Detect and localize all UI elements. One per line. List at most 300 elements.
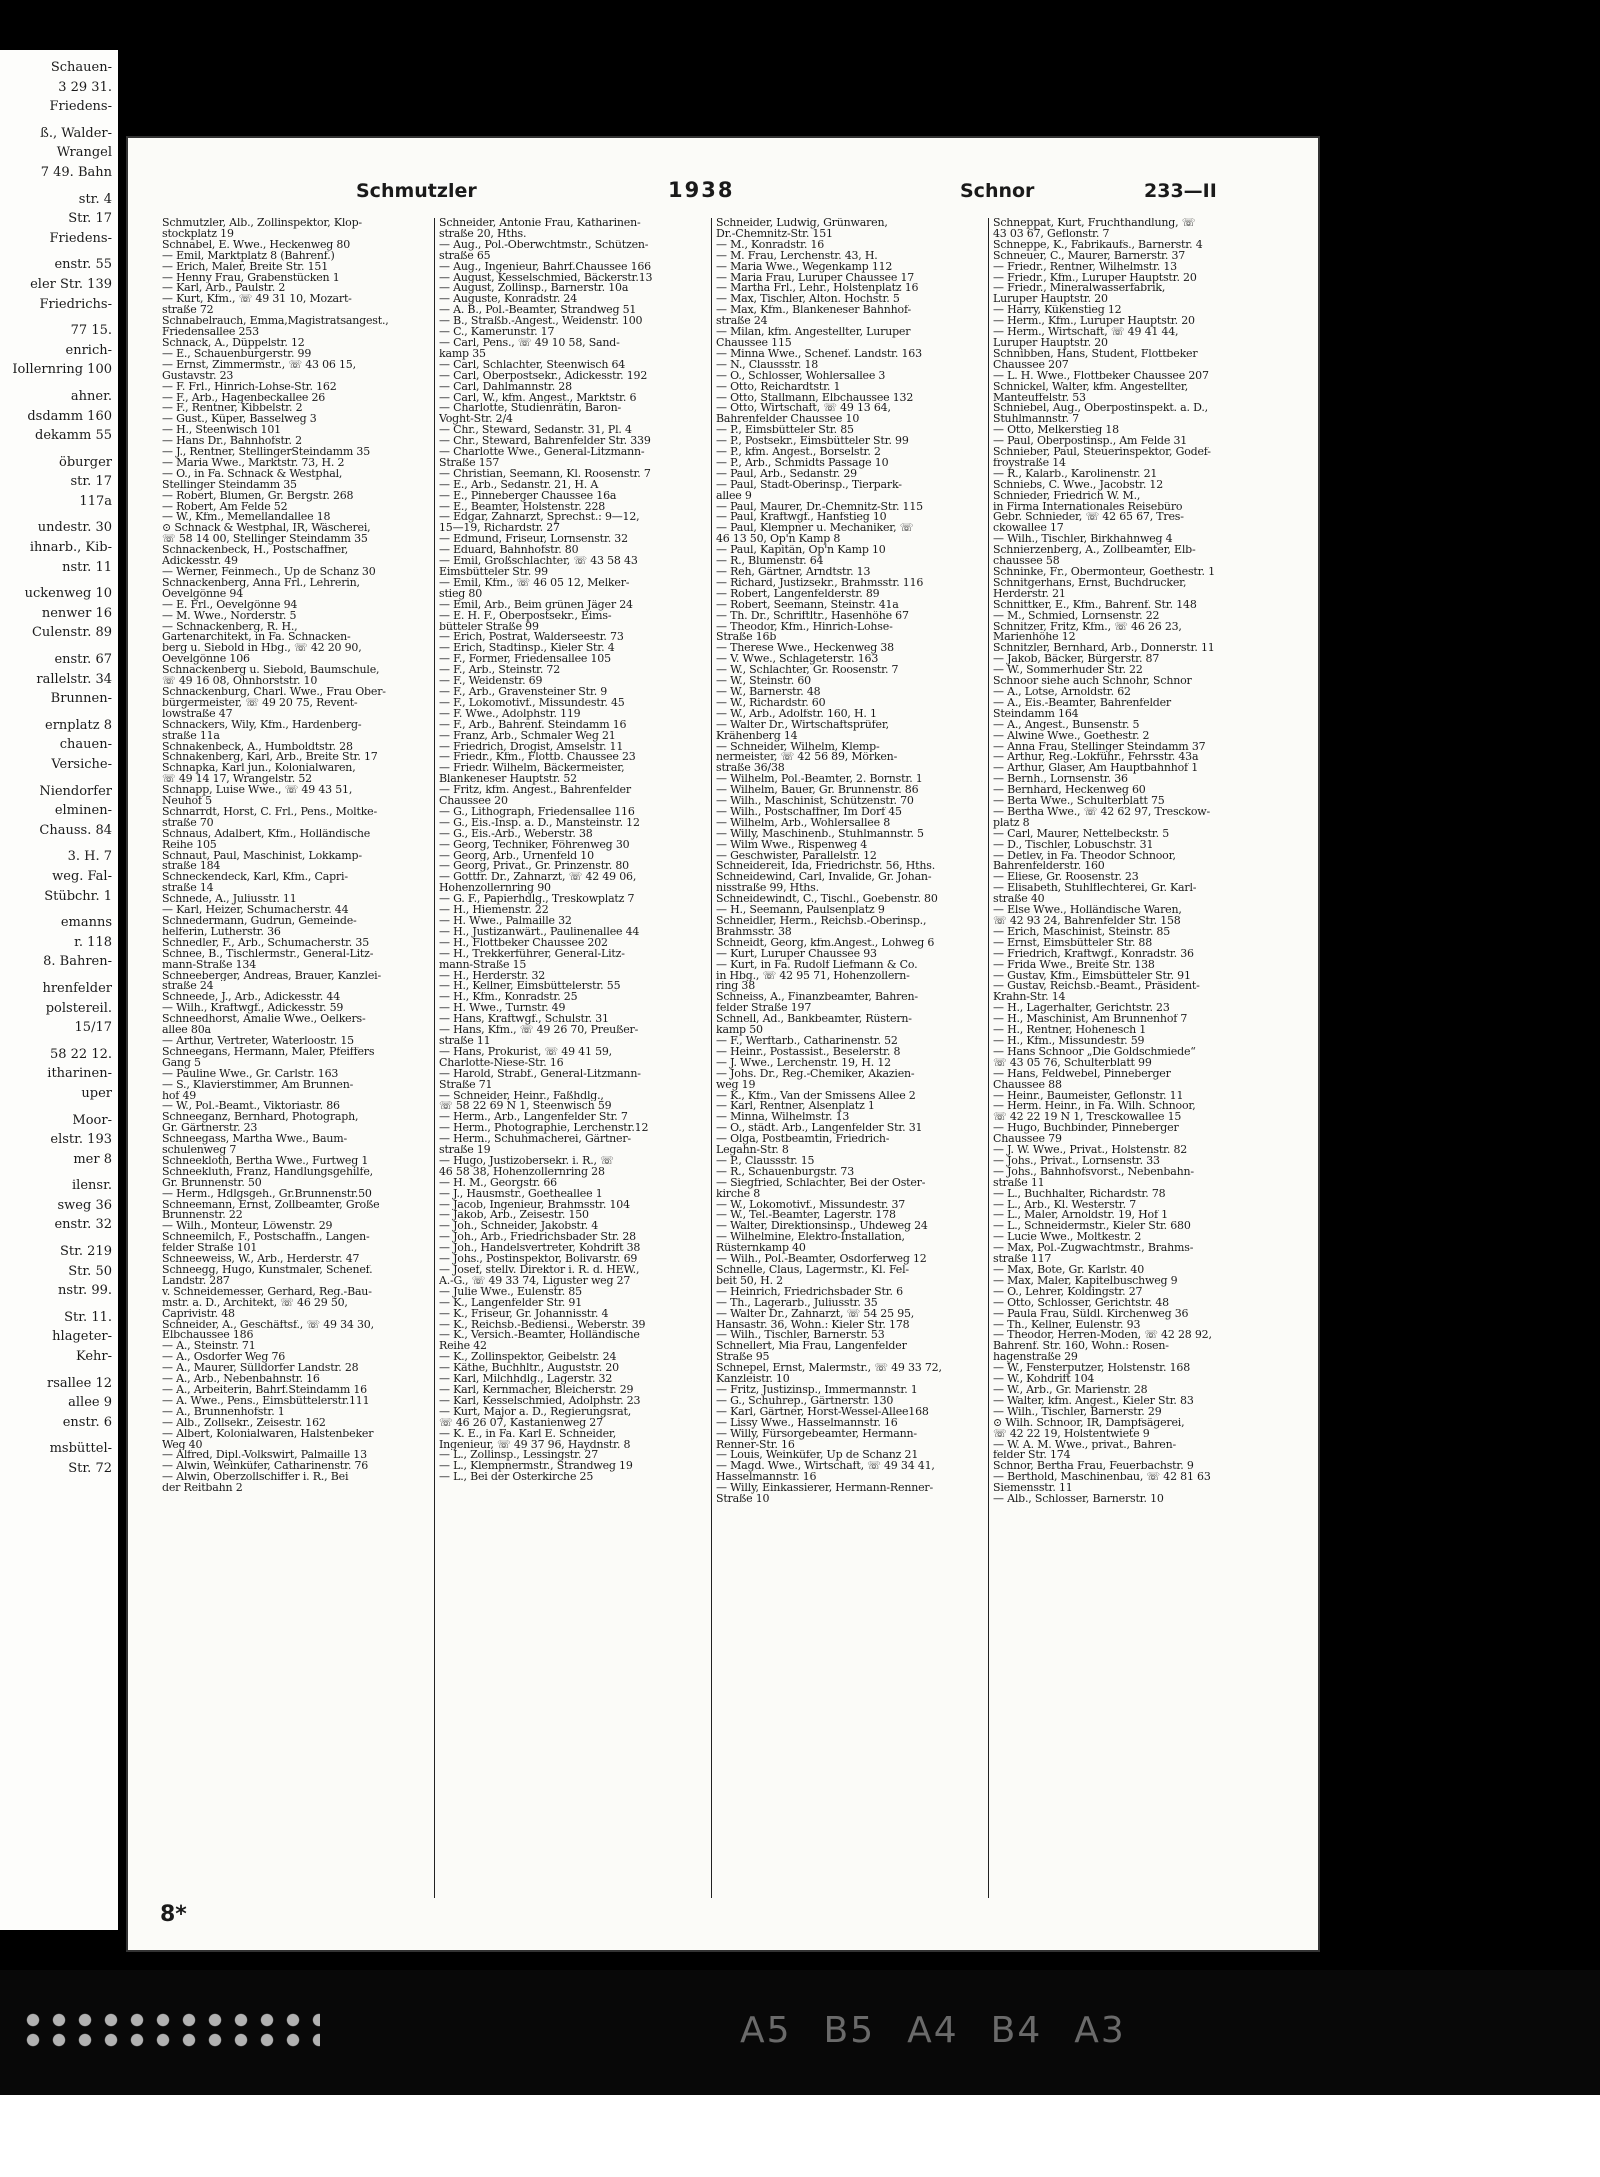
directory-entry: Schnedermann, Gudrun, Gemeinde- xyxy=(162,916,357,927)
directory-entry: — Otto, Schlosser, Gerichtstr. 48 xyxy=(993,1297,1169,1309)
column-4 xyxy=(989,218,1266,1898)
directory-entry: straße 11a xyxy=(162,730,220,742)
directory-entry: — Wilh., Tischler, Birkhahnweg 4 xyxy=(993,534,1173,546)
directory-entry: Schnibben, Hans, Student, Flottbeker xyxy=(993,348,1198,360)
directory-entry: Schnellert, Mia Frau, Langenfelder xyxy=(716,1341,907,1353)
directory-entry: — Alfred, Dipl.-Volkswirt, Palmaille 13 xyxy=(162,1450,367,1462)
directory-entry: — Johs., Postinspektor, Bolivarstr. 69 xyxy=(439,1254,638,1265)
directory-entry: allee 80a xyxy=(162,1025,211,1036)
directory-entry: — Eliese, Gr. Roosenstr. 23 xyxy=(993,872,1139,884)
left-page-line: Iollernring 100 xyxy=(12,362,112,378)
left-page-line: 8. Bahren- xyxy=(43,954,112,970)
directory-entry: — W. A. M. Wwe., privat., Bahren- xyxy=(993,1439,1176,1451)
directory-entry: — W., Fensterputzer, Holstenstr. 168 xyxy=(993,1363,1191,1375)
left-page-line: str. 4 xyxy=(78,191,112,207)
directory-entry: Bahrenf. Str. 160, Wohn.: Rosen- xyxy=(993,1341,1169,1353)
left-page-line: Niendorfer xyxy=(39,783,112,799)
left-page-line: elstr. 193 xyxy=(50,1132,112,1148)
directory-entry: — Heinr., Baumeister, Geflonstr. 11 xyxy=(993,1090,1184,1102)
directory-entry: Schnakenbeck, A., Humboldtstr. 28 xyxy=(162,741,353,753)
directory-entry: — Max, Kfm., Blankeneser Bahnhof- xyxy=(716,305,911,317)
directory-entry: — L., Bei der Osterkirche 25 xyxy=(439,1472,594,1484)
directory-entry: — Werner, Feinmech., Up de Schanz 30 xyxy=(162,567,376,578)
directory-entry: — Heinr., Postassist., Beselerstr. 8 xyxy=(716,1046,901,1058)
directory-entry: — Friedr., Kfm., Luruper Hauptstr. 20 xyxy=(993,272,1197,284)
directory-entry: Straße 10 xyxy=(716,1494,770,1505)
directory-entry: — E., Pinneberger Chaussee 16a xyxy=(439,490,617,502)
header-first-entry: Schmutzler xyxy=(356,180,477,202)
directory-entry: — Siegfried, Schlachter, Bei der Oster- xyxy=(716,1177,926,1189)
directory-entry: Chaussee 20 xyxy=(439,796,508,807)
directory-entry: — F. Wwe., Adolphstr. 119 xyxy=(439,708,581,720)
directory-entry: — Otto, Melkerstieg 18 xyxy=(993,425,1119,437)
directory-entry: — Otto, Wirtschaft, ☏ 49 13 64, xyxy=(716,403,891,415)
left-page-line: enstr. 32 xyxy=(54,1217,112,1233)
directory-entry: — Magd. Wwe., Wirtschaft, ☏ 49 34 41, xyxy=(716,1461,935,1473)
directory-entry: felder Str. 174 xyxy=(993,1450,1071,1462)
directory-entry: — J., Rentner, StellingerSteindamm 35 xyxy=(162,447,371,458)
directory-entry: der Reitbahn 2 xyxy=(162,1483,243,1495)
directory-entry: — W., Pol.-Beamt., Viktoriastr. 86 xyxy=(162,1101,340,1113)
directory-entry: kamp 50 xyxy=(716,1025,763,1036)
directory-entry: — Karl, Kesselschmied, Adolphstr. 23 xyxy=(439,1395,641,1407)
directory-entry: — H., Seemann, Paulsenplatz 9 xyxy=(716,905,885,916)
directory-columns xyxy=(158,218,1268,1898)
left-page-line: hrenfelder xyxy=(42,980,112,996)
directory-entry: — Ernst, Zimmermstr., ☏ 43 06 15, xyxy=(162,359,356,371)
directory-entry: — W., Lokomotivf., Missundestr. 37 xyxy=(716,1199,906,1211)
directory-entry: A.-G., ☏ 49 33 74, Liguster weg 27 xyxy=(439,1275,631,1287)
left-page-line: eler Str. 139 xyxy=(30,276,112,292)
directory-entry: Landstr. 287 xyxy=(162,1275,230,1287)
directory-entry: — Emil, Kfm., ☏ 46 05 12, Melker- xyxy=(439,577,630,589)
directory-entry: — August, Zollinsp., Barnerstr. 10a xyxy=(439,283,629,295)
directory-entry: — Herm., Schuhmacherei, Gärtner- xyxy=(439,1134,631,1146)
scan-label: A5 xyxy=(740,2009,792,2051)
directory-entry: lowstraße 47 xyxy=(162,708,233,720)
directory-entry: — A. Wwe., Pens., Eimsbüttelerstr.111 xyxy=(162,1395,370,1407)
left-page-line: ernplatz 8 xyxy=(45,717,112,733)
directory-entry: — A., Maurer, Sülldorfer Landstr. 28 xyxy=(162,1363,359,1375)
directory-entry: — Hans, Kraftwgf., Schulstr. 31 xyxy=(439,1014,609,1026)
directory-entry: Schneekloth, Bertha Wwe., Furtweg 1 xyxy=(162,1155,369,1167)
directory-entry: 46 58 38, Hohenzollernring 28 xyxy=(439,1166,605,1178)
directory-entry: Blankeneser Hauptstr. 52 xyxy=(439,774,577,786)
directory-entry: Schnede, A., Juliusstr. 11 xyxy=(162,894,297,906)
directory-entry: — W., Arb., Adolfstr. 160, H. 1 xyxy=(716,708,877,720)
directory-entry: — Willy, Einkassierer, Hermann-Renner- xyxy=(716,1483,933,1495)
directory-entry: — Martha Frl., Lehr., Holstenplatz 16 xyxy=(716,283,919,295)
directory-entry: felder Straße 101 xyxy=(162,1243,258,1255)
left-page-line: 15/17 xyxy=(74,1020,112,1036)
directory-entry: — Erich, Maler, Breite Str. 151 xyxy=(162,261,329,273)
directory-entry: — V. Wwe., Schlageterstr. 163 xyxy=(716,654,879,666)
directory-entry: — Joh., Arb., Friedrichsbader Str. 28 xyxy=(439,1232,636,1244)
directory-entry: — Th., Kellner, Eulenstr. 93 xyxy=(993,1319,1141,1331)
directory-entry: Straße 157 xyxy=(439,457,500,469)
directory-entry: — G., Eis.-Insp. a. D., Mansteinstr. 12 xyxy=(439,817,640,829)
directory-entry: Schneeganz, Bernhard, Photograph, xyxy=(162,1112,359,1124)
directory-entry: — F. Frl., Hinrich-Lohse-Str. 162 xyxy=(162,381,337,393)
directory-entry: Schmutzler, Alb., Zollinspektor, Klop- xyxy=(162,218,362,229)
directory-entry: Chaussee 207 xyxy=(993,359,1069,371)
directory-entry: straße 184 xyxy=(162,861,221,873)
directory-entry: straße 14 xyxy=(162,883,214,895)
directory-entry: — Frida Wwe., Breite Str. 138 xyxy=(993,959,1155,971)
directory-entry: — F., Former, Friedensallee 105 xyxy=(439,654,611,666)
directory-entry: — Paul, Stadt-Oberinsp., Tierpark- xyxy=(716,479,902,491)
directory-entry: — Hugo, Buchbinder, Pinneberger xyxy=(993,1123,1179,1135)
directory-entry: stockplatz 19 xyxy=(162,228,234,240)
directory-entry: — Jakob, Bäcker, Bürgerstr. 87 xyxy=(993,654,1160,666)
directory-entry: Neuhof 5 xyxy=(162,796,212,807)
directory-entry: berg u. Siebold in Hbg., ☏ 42 20 90, xyxy=(162,643,362,655)
directory-entry: — Th. Dr., Schriftltr., Hasenhöhe 67 xyxy=(716,610,909,622)
directory-entry: — G., Eis.-Arb., Weberstr. 38 xyxy=(439,828,593,840)
directory-entry: — Wilh., Pol.-Beamter, Osdorferweg 12 xyxy=(716,1254,927,1265)
directory-entry: Hansastr. 36, Wohn.: Kieler Str. 178 xyxy=(716,1319,910,1331)
directory-entry: — H., Rentner, Hohenesch 1 xyxy=(993,1025,1147,1036)
directory-entry: ☏ 49 14 17, Wrangelstr. 52 xyxy=(162,774,312,786)
directory-entry: 15—19, Richardstr. 27 xyxy=(439,523,560,535)
directory-entry: — Auguste, Konradstr. 24 xyxy=(439,294,578,306)
directory-entry: Schneppat, Kurt, Fruchthandlung, ☏ xyxy=(993,218,1196,229)
directory-entry: Schnitgerhans, Ernst, Buchdrucker, xyxy=(993,577,1187,589)
directory-entry: — M., Schmied, Lornsenstr. 22 xyxy=(993,610,1160,622)
directory-entry: Caprivistr. 48 xyxy=(162,1308,235,1320)
page-number: 233—II xyxy=(1144,180,1217,202)
directory-entry: Schneidt, Georg, kfm.Angest., Lohweg 6 xyxy=(716,937,935,949)
directory-entry: — Richard, Justizsekr., Brahmsstr. 116 xyxy=(716,577,924,589)
left-page-line: uckenweg 10 xyxy=(24,586,112,602)
directory-entry: — Alb., Schlosser, Barnerstr. 10 xyxy=(993,1494,1164,1505)
directory-entry: — M., Konradstr. 16 xyxy=(716,239,825,251)
directory-entry: — H., Kellner, Eimsbüttelerstr. 55 xyxy=(439,981,621,993)
directory-entry: — Hans Dr., Bahnhofstr. 2 xyxy=(162,436,302,448)
directory-entry: bütteler Straße 99 xyxy=(439,621,539,633)
directory-entry: — L., Arb., Kl. Westerstr. 7 xyxy=(993,1199,1137,1211)
directory-entry: — Arthur, Vertreter, Waterloostr. 15 xyxy=(162,1035,354,1047)
directory-entry: — Emil, Arb., Beim grünen Jäger 24 xyxy=(439,599,633,611)
directory-entry: — A., Angest., Bunsenstr. 5 xyxy=(993,719,1140,731)
directory-entry: — E., Beamter, Holstenstr. 228 xyxy=(439,501,606,513)
directory-entry: — Georg, Privat., Gr. Prinzenstr. 80 xyxy=(439,861,629,873)
directory-entry: Schnieder, Friedrich W. M., xyxy=(993,490,1141,502)
directory-entry: — Pauline Wwe., Gr. Carlstr. 163 xyxy=(162,1068,339,1080)
directory-entry: — Alwin, Oberzollschiffer i. R., Bei xyxy=(162,1472,349,1484)
left-page-line: nstr. 99. xyxy=(58,1283,112,1299)
directory-entry: straße 24 xyxy=(162,981,214,993)
directory-entry: Dr.-Chemnitz-Str. 151 xyxy=(716,228,833,240)
directory-entry: — O., städt. Arb., Langenfelder Str. 31 xyxy=(716,1123,923,1135)
left-page-line: sweg 36 xyxy=(57,1197,112,1213)
left-page-line: rallelstr. 34 xyxy=(36,671,112,687)
directory-entry: — Maria Frau, Luruper Chaussee 17 xyxy=(716,272,915,284)
directory-entry: — Berta Wwe., Schulterblatt 75 xyxy=(993,796,1165,807)
directory-entry: Schnabelrauch, Emma,Magistratsangest., xyxy=(162,316,389,328)
left-page-line: allee 9 xyxy=(68,1395,112,1411)
directory-entry: — Karl, Rentner, Alsenplatz 1 xyxy=(716,1101,875,1113)
directory-entry: — Ernst, Eimsbütteler Str. 88 xyxy=(993,937,1153,949)
directory-entry: — Hans, Kfm., ☏ 49 26 70, Preußer- xyxy=(439,1025,639,1036)
directory-entry: — Herm., Kfm., Luruper Hauptstr. 20 xyxy=(993,316,1195,328)
directory-entry: — L., Klempnermstr., Strandweg 19 xyxy=(439,1461,633,1473)
directory-entry: — Minna Wwe., Schenef. Landstr. 163 xyxy=(716,348,922,360)
directory-entry: — Robert, Langenfelderstr. 89 xyxy=(716,588,880,600)
page-header xyxy=(128,176,1318,216)
directory-entry: ☏ 43 05 76, Schulterblatt 99 xyxy=(993,1057,1152,1069)
directory-entry: — Theodor, Kfm., Hinrich-Lohse- xyxy=(716,621,893,633)
directory-entry: straße 117 xyxy=(993,1254,1052,1265)
directory-entry: — Bernhard, Heckenweg 60 xyxy=(993,785,1146,797)
left-page-line: dsdamm 160 xyxy=(27,408,112,424)
directory-entry: allee 9 xyxy=(716,490,752,502)
directory-entry: Ingenieur, ☏ 49 37 96, Haydnstr. 8 xyxy=(439,1439,631,1451)
directory-entry: — G., Lithograph, Friedensallee 116 xyxy=(439,806,635,818)
directory-entry: — H., Kfm., Missundestr. 59 xyxy=(993,1035,1145,1047)
directory-entry: Adickesstr. 49 xyxy=(162,556,238,567)
directory-entry: — F., Arb., Steinstr. 72 xyxy=(439,665,561,677)
directory-entry: in Firma Internationales Reisebüro xyxy=(993,501,1183,513)
directory-entry: Brahmsstr. 38 xyxy=(716,926,792,938)
directory-entry: Schneiss, A., Finanzbeamter, Bahren- xyxy=(716,992,918,1004)
directory-entry: — L., Maler, Arnoldstr. 19, Hof 1 xyxy=(993,1210,1168,1222)
directory-entry: Schneckendeck, Karl, Kfm., Capri- xyxy=(162,872,348,884)
directory-entry: — Willy, Maschinenb., Stuhlmannstr. 5 xyxy=(716,828,924,840)
directory-entry: Schneider, A., Geschäftsf., ☏ 49 34 30, xyxy=(162,1319,374,1331)
directory-entry: mstr. a. D., Architekt, ☏ 46 29 50, xyxy=(162,1297,348,1309)
directory-entry: — Maria Wwe., Wegenkamp 112 xyxy=(716,261,893,273)
directory-entry: — Charlotte, Studienrätin, Baron- xyxy=(439,403,622,415)
directory-entry: Chaussee 115 xyxy=(716,337,792,349)
directory-entry: — Karl, Heizer, Schumacherstr. 44 xyxy=(162,905,349,916)
directory-entry: — H., Hiemenstr. 22 xyxy=(439,905,549,916)
directory-entry: beit 50, H. 2 xyxy=(716,1275,783,1287)
directory-entry: Schnaus, Adalbert, Kfm., Holländische xyxy=(162,828,371,840)
directory-entry: — H., Trekkerführer, General-Litz- xyxy=(439,948,625,960)
left-page-line: elminen- xyxy=(54,803,112,819)
directory-entry: Hohenzollernring 90 xyxy=(439,883,551,895)
directory-entry: ☏ 49 16 08, Ohnhorststr. 10 xyxy=(162,676,318,687)
directory-entry: — H. Wwe., Turnstr. 49 xyxy=(439,1003,566,1015)
directory-entry: ☏ 46 26 07, Kastanienweg 27 xyxy=(439,1417,603,1429)
directory-entry: — Wilh., Monteur, Löwenstr. 29 xyxy=(162,1221,333,1233)
directory-entry: Rüsternkamp 40 xyxy=(716,1243,806,1255)
directory-entry: — K., Kfm., Van der Smissens Allee 2 xyxy=(716,1090,916,1102)
directory-entry: Brunnenstr. 22 xyxy=(162,1210,243,1222)
directory-entry: — Paul, Maurer, Dr.-Chemnitz-Str. 115 xyxy=(716,501,923,513)
directory-entry: — Alb., Zollsekr., Zeisestr. 162 xyxy=(162,1417,326,1429)
directory-entry: — Carl, Schlachter, Steenwisch 64 xyxy=(439,359,626,371)
left-page-line: ß., Walder- xyxy=(40,125,112,141)
directory-entry: Schneppe, K., Fabrikaufs., Barnerstr. 4 xyxy=(993,239,1203,251)
left-page-line: 58 22 12. xyxy=(49,1046,112,1062)
directory-entry: — M. Frau, Lerchenstr. 43, H. xyxy=(716,250,878,262)
left-page-line: Wrangel xyxy=(56,145,112,161)
directory-entry: — A., Lotse, Arnoldstr. 62 xyxy=(993,686,1131,698)
directory-entry: Schnackers, Wily, Kfm., Hardenberg- xyxy=(162,719,362,731)
directory-entry: — P., kfm. Angest., Borselstr. 2 xyxy=(716,447,881,458)
directory-entry: Legahn-Str. 8 xyxy=(716,1145,789,1156)
left-page-line: nstr. 11 xyxy=(62,559,112,575)
directory-entry: — Wilhelm, Pol.-Beamter, 2. Bornstr. 1 xyxy=(716,774,923,786)
directory-entry: — Lissy Wwe., Hasselmannstr. 16 xyxy=(716,1417,898,1429)
directory-entry: Gang 5 xyxy=(162,1057,201,1069)
directory-entry: — Alwin, Weinküfer, Catharinenstr. 76 xyxy=(162,1461,369,1473)
directory-entry: — K., Versich.-Beamter, Holländische xyxy=(439,1330,640,1342)
left-page-line: ihnarb., Kib- xyxy=(29,540,112,556)
directory-entry: Hasselmannstr. 16 xyxy=(716,1472,817,1484)
left-page-fragment xyxy=(0,50,118,1930)
directory-entry: — Gustav, Kfm., Eimsbütteler Str. 91 xyxy=(993,970,1191,982)
directory-entry: — F., Weidenstr. 69 xyxy=(439,676,543,687)
directory-entry: straße 36/38 xyxy=(716,763,785,775)
directory-entry: nermeister, ☏ 42 56 89, Mörken- xyxy=(716,752,898,764)
directory-entry: — F., Lokomotivf., Missundestr. 45 xyxy=(439,697,625,709)
directory-entry: Elbchaussee 186 xyxy=(162,1330,254,1342)
directory-entry: — Wilh., Tischler, Barnerstr. 29 xyxy=(993,1406,1162,1418)
left-page-line: hlageter- xyxy=(52,1329,112,1345)
left-page-line: 3. H. 7 xyxy=(67,849,112,865)
directory-entry: ☏ 58 14 00, Stellinger Steindamm 35 xyxy=(162,534,368,546)
directory-entry: — Max, Pol.-Zugwachtmstr., Brahms- xyxy=(993,1243,1194,1255)
directory-entry: — Schnackenberg, R. H., xyxy=(162,621,298,633)
signature-mark: 8* xyxy=(160,1902,187,1927)
directory-entry: in Hbg., ☏ 42 95 71, Hohenzollern- xyxy=(716,970,910,982)
directory-entry: — Friedrich, Kraftwgf., Konradstr. 36 xyxy=(993,948,1194,960)
directory-entry: Luruper Hauptstr. 20 xyxy=(993,337,1108,349)
directory-entry: — H. Wwe., Palmaille 32 xyxy=(439,916,572,927)
directory-entry: — Herm., Hdlgsgeh., Gr.Brunnenstr.50 xyxy=(162,1188,372,1200)
directory-entry: — E., Schauenburgerstr. 99 xyxy=(162,348,312,360)
directory-entry: Schneemann, Ernst, Zollbeamter, Große xyxy=(162,1199,380,1211)
directory-entry: Schneemilch, F., Postschaffn., Langen- xyxy=(162,1232,370,1244)
directory-entry: — Franz, Arb., Schmaler Weg 21 xyxy=(439,730,616,742)
directory-entry: — Georg, Techniker, Föhrenweg 30 xyxy=(439,839,630,851)
directory-entry: ☏ 58 22 69 N 1, Steenwisch 59 xyxy=(439,1101,612,1113)
directory-entry: — Edmund, Friseur, Lornsenstr. 32 xyxy=(439,534,628,546)
directory-entry: Luruper Hauptstr. 20 xyxy=(993,294,1108,306)
directory-entry: — P., Eimsbütteler Str. 85 xyxy=(716,425,854,437)
directory-entry: — Elisabeth, Stuhlflechterei, Gr. Karl- xyxy=(993,883,1197,895)
directory-entry: — G. F., Papierhdlg., Treskowplatz 7 xyxy=(439,894,635,906)
directory-entry: hagenstraße 29 xyxy=(993,1352,1078,1364)
directory-entry: — Johs. Dr., Reg.-Chemiker, Akazien- xyxy=(716,1068,915,1080)
directory-entry: — W., Kfm., Memellandallee 18 xyxy=(162,512,331,524)
directory-entry: — Geschwister, Parallelstr. 12 xyxy=(716,850,877,862)
directory-entry: ☏ 42 22 19, Holstentwiete 9 xyxy=(993,1428,1150,1440)
directory-entry: Gebr. Schnieder, ☏ 42 65 67, Tres- xyxy=(993,512,1184,524)
directory-entry: Stuhlmannstr. 7 xyxy=(993,414,1079,426)
directory-entry: Schneegans, Hermann, Maler, Pfeiffers xyxy=(162,1046,375,1058)
directory-entry: — Johs., Privat., Lornsenstr. 33 xyxy=(993,1155,1160,1167)
directory-entry: Siemensstr. 11 xyxy=(993,1483,1073,1495)
directory-entry: Schnittker, E., Kfm., Bahrenf. Str. 148 xyxy=(993,599,1197,611)
directory-entry: — Minna, Wilhelmstr. 13 xyxy=(716,1112,850,1124)
directory-entry: Reihe 105 xyxy=(162,839,217,851)
directory-entry: — F., Rentner, Kibbelstr. 2 xyxy=(162,403,303,415)
directory-entry: Reihe 42 xyxy=(439,1341,487,1353)
directory-entry: — Karl, Kernmacher, Bleicherstr. 29 xyxy=(439,1384,634,1396)
directory-entry: Schnackenberg, Anna Frl., Lehrerin, xyxy=(162,577,360,589)
directory-entry: — J., Hausmstr., Goetheallee 1 xyxy=(439,1188,603,1200)
directory-entry: Schneidler, Herm., Reichsb.-Oberinsp., xyxy=(716,916,927,927)
directory-entry: — A., Osdorfer Weg 76 xyxy=(162,1352,286,1364)
directory-entry: weg 19 xyxy=(716,1079,756,1091)
directory-entry: — L., Buchhalter, Richardstr. 78 xyxy=(993,1188,1166,1200)
directory-entry: Schniebel, Aug., Oberpostinspekt. a. D., xyxy=(993,403,1208,415)
directory-entry: — Georg, Arb., Urnenfeld 10 xyxy=(439,850,594,862)
directory-entry: straße 65 xyxy=(439,250,491,262)
directory-entry: Schnitzer, Fritz, Kfm., ☏ 46 26 23, xyxy=(993,621,1182,633)
directory-entry: — W., Tel.-Beamter, Lagerstr. 178 xyxy=(716,1210,896,1222)
directory-entry: — Carl, Maurer, Nettelbeckstr. 5 xyxy=(993,828,1170,840)
directory-entry: Schneekluth, Franz, Handlungsgehilfe, xyxy=(162,1166,373,1178)
directory-entry: Straße 16b xyxy=(716,632,777,644)
directory-entry: Schneeweiss, W., Arb., Herderstr. 47 xyxy=(162,1254,360,1265)
directory-entry: bürgermeister, ☏ 49 20 75, Revent- xyxy=(162,697,358,709)
directory-entry: Renner-Str. 16 xyxy=(716,1439,795,1451)
header-last-entry: Schnor xyxy=(960,180,1035,202)
directory-entry: — H., Lagerhalter, Gerichtstr. 23 xyxy=(993,1003,1170,1015)
directory-entry: — Alwine Wwe., Goethestr. 2 xyxy=(993,730,1150,742)
directory-entry: — Kurt, Luruper Chaussee 93 xyxy=(716,948,877,960)
column-2 xyxy=(435,218,712,1898)
scan-label: A3 xyxy=(1074,2009,1126,2051)
directory-entry: — Willy, Fürsorgebeamter, Hermann- xyxy=(716,1428,917,1440)
directory-entry: — H., Maschinist, Am Brunnenhof 7 xyxy=(993,1014,1188,1026)
directory-entry: — Milan, kfm. Angestellter, Luruper xyxy=(716,327,911,338)
left-page-line: rsallee 12 xyxy=(46,1375,112,1391)
directory-entry: — Wilh., Postschaffner, Im Dorf 45 xyxy=(716,806,902,818)
left-page-line: Schauen- xyxy=(50,60,112,75)
scan-label: A4 xyxy=(907,2009,959,2051)
directory-entry: Schneider, Ludwig, Grünwaren, xyxy=(716,218,888,229)
left-page-line: chauen- xyxy=(59,737,112,753)
directory-entry: — W., Barnerstr. 48 xyxy=(716,686,821,698)
directory-entry: — Walter Dr., Zahnarzt, ☏ 54 25 95, xyxy=(716,1308,915,1320)
directory-entry: — Wilh., Maschinist, Schützenstr. 70 xyxy=(716,796,914,807)
directory-entry: — Herm., Photographie, Lerchenstr.12 xyxy=(439,1123,649,1135)
left-page-line: 3 29 31. xyxy=(58,79,112,95)
directory-entry: — Theodor, Herren-Moden, ☏ 42 28 92, xyxy=(993,1330,1212,1342)
directory-entry: — A. B., Pol.-Beamter, Strandweg 51 xyxy=(439,305,637,317)
left-page-line: msbüttel- xyxy=(49,1441,112,1457)
directory-entry: Manteuffelstr. 53 xyxy=(993,392,1086,404)
left-page-line: dekamm 55 xyxy=(35,428,112,444)
directory-entry: platz 8 xyxy=(993,817,1030,829)
directory-entry: — F., Arb., Bahrenf. Steindamm 16 xyxy=(439,719,627,731)
directory-entry: — L., Zollinsp., Lessingstr. 27 xyxy=(439,1450,599,1462)
directory-entry: Schnepel, Ernst, Malermstr., ☏ 49 33 72, xyxy=(716,1363,942,1375)
directory-entry: — F., Werftarb., Catharinenstr. 52 xyxy=(716,1035,898,1047)
directory-entry: Kanzleistr. 10 xyxy=(716,1374,790,1385)
left-page-line: 77 15. xyxy=(70,323,112,339)
directory-entry: kirche 8 xyxy=(716,1188,761,1200)
directory-entry: Chaussee 79 xyxy=(993,1134,1062,1146)
directory-entry: — Wilh., Kraftwgf., Adickesstr. 59 xyxy=(162,1003,344,1015)
directory-entry: — K., Friseur, Gr. Johannisstr. 4 xyxy=(439,1308,609,1320)
scan-label: B4 xyxy=(990,2009,1043,2051)
directory-entry: — Gust., Küper, Basselweg 3 xyxy=(162,414,317,426)
directory-entry: — H., Steenwisch 101 xyxy=(162,425,281,437)
directory-entry: — Carl, Oberpostsekr., Adickesstr. 192 xyxy=(439,370,648,382)
directory-entry: Schneegg, Hugo, Kunstmaler, Schenef. xyxy=(162,1265,373,1276)
left-page-line: r. 118 xyxy=(74,934,112,950)
directory-entry: Steindamm 164 xyxy=(993,708,1079,720)
directory-entry: Bahrenfelderstr. 160 xyxy=(993,861,1105,873)
directory-entry: — Robert, Blumen, Gr. Bergstr. 268 xyxy=(162,490,354,502)
